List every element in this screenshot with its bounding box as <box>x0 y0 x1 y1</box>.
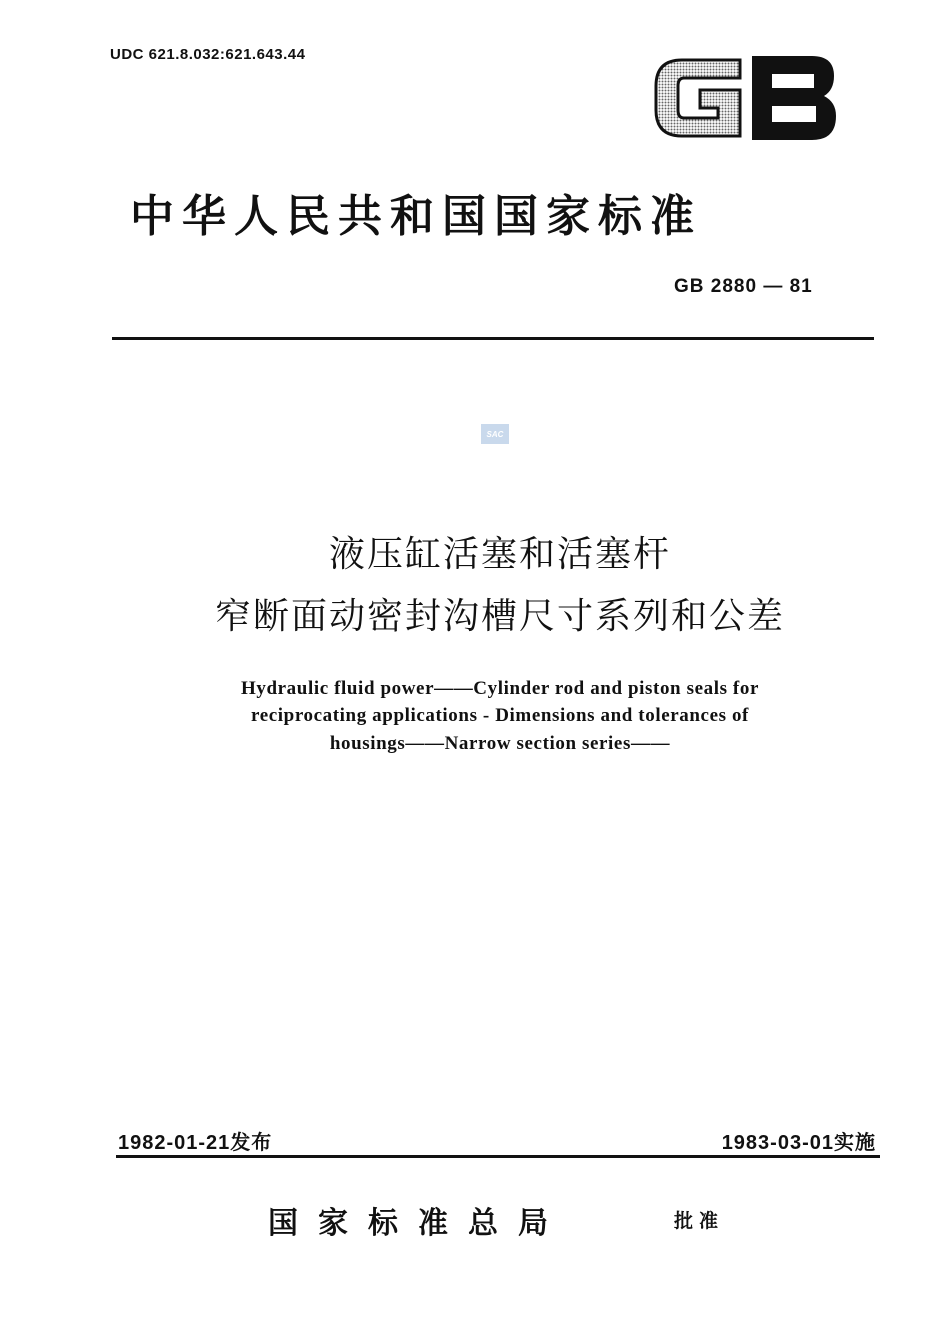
chinese-title-line-2: 窄断面动密封沟槽尺寸系列和公差 <box>214 596 785 637</box>
standard-title: 中华人民共和国国家标准 <box>130 191 702 242</box>
issuing-authority: 国家标准总局 <box>268 1206 568 1241</box>
approval-label: 批准 <box>674 1210 725 1232</box>
udc-code: UDC 621.8.032:621.643.44 <box>110 46 306 63</box>
top-divider <box>112 337 874 340</box>
watermark-badge: SAC <box>481 424 509 444</box>
chinese-title-line-1: 液压缸活塞和活塞杆 <box>328 534 671 575</box>
standard-number: GB 2880 — 81 <box>674 276 813 297</box>
bottom-divider <box>116 1155 880 1158</box>
logo-letter-b <box>752 56 836 140</box>
english-title-line-3: housings——Narrow section series—— <box>329 733 671 754</box>
english-title-line-2: reciprocating applications - Dimensions and tolerances of <box>251 705 749 726</box>
logo-letter-g <box>656 60 740 136</box>
english-title-line-1: Hydraulic fluid power——Cylinder rod and piston seals for <box>241 678 759 699</box>
gb-logo <box>652 50 838 144</box>
issue-date: 1982-01-21发布 <box>118 1132 273 1154</box>
implementation-date: 1983-03-01实施 <box>721 1132 876 1154</box>
